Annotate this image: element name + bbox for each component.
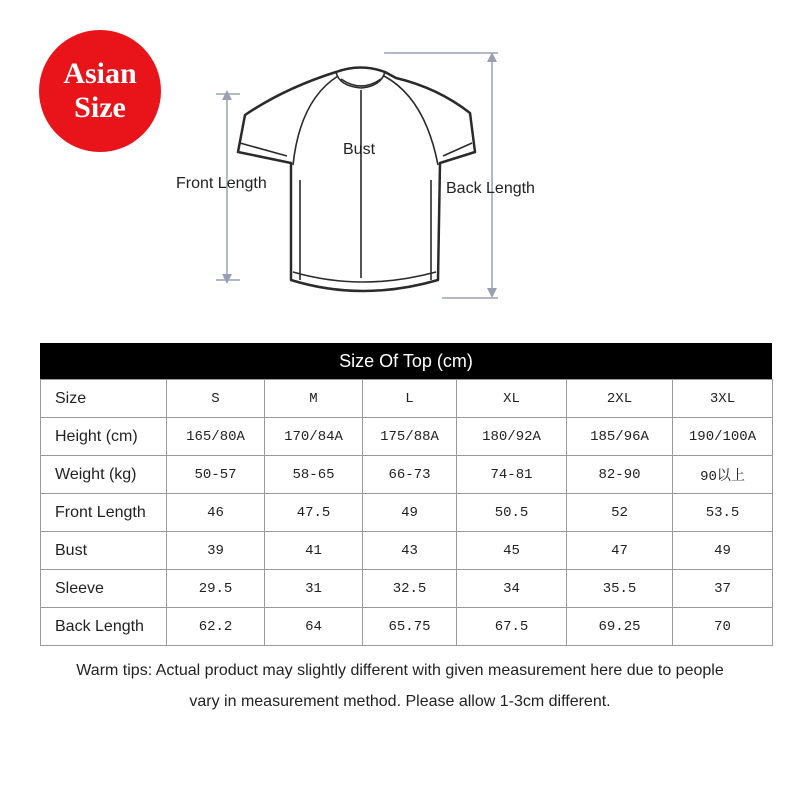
table-cell: S [167,380,265,418]
table-cell: 31 [265,570,363,608]
table-cell: 67.5 [457,608,567,646]
row-header: Back Length [41,608,167,646]
table-cell: 190/100A [673,418,773,456]
row-header: Sleeve [41,570,167,608]
table-cell: 69.25 [567,608,673,646]
row-header: Bust [41,532,167,570]
table-cell: 90以上 [673,456,773,494]
table-cell: 49 [363,494,457,532]
table-cell: 2XL [567,380,673,418]
warm-tips-line-2: vary in measurement method. Please allow 1-3cm different. [189,693,611,710]
row-header: Front Length [41,494,167,532]
row-header: Height (cm) [41,418,167,456]
table-cell: 47 [567,532,673,570]
warm-tips [30,655,770,717]
table-cell: 39 [167,532,265,570]
table-cell: 29.5 [167,570,265,608]
table-cell: 35.5 [567,570,673,608]
table-row [41,608,773,646]
table-cell: 62.2 [167,608,265,646]
table-cell: 47.5 [265,494,363,532]
front-length-label: Front Length [176,175,267,192]
badge-line-2: Size [74,91,126,124]
table-row [41,380,773,418]
table-cell: 65.75 [363,608,457,646]
table-cell: 32.5 [363,570,457,608]
table-cell: 74-81 [457,456,567,494]
table-row [41,418,773,456]
table-row [41,570,773,608]
table-cell: 49 [673,532,773,570]
table-cell: 185/96A [567,418,673,456]
back-length-label: Back Length [446,180,535,197]
table-cell: 43 [363,532,457,570]
table-cell: 66-73 [363,456,457,494]
table-cell: 82-90 [567,456,673,494]
table-cell: 52 [567,494,673,532]
row-header: Size [41,380,167,418]
table-cell: 58-65 [265,456,363,494]
bust-label: Bust [343,141,376,158]
table-cell: 64 [265,608,363,646]
table-row [41,494,773,532]
table-cell: 41 [265,532,363,570]
shirt-diagram [0,0,800,320]
table-cell: 175/88A [363,418,457,456]
table-cell: 50.5 [457,494,567,532]
table-cell: 34 [457,570,567,608]
row-header: Weight (kg) [41,456,167,494]
table-cell: 180/92A [457,418,567,456]
badge-line-1: Asian [63,57,137,90]
size-table [40,379,773,646]
table-cell: 46 [167,494,265,532]
table-cell: L [363,380,457,418]
table-row [41,456,773,494]
table-row [41,532,773,570]
table-cell: XL [457,380,567,418]
table-cell: 3XL [673,380,773,418]
table-cell: 37 [673,570,773,608]
table-title: Size Of Top (cm) [339,350,473,371]
table-cell: M [265,380,363,418]
table-cell: 50-57 [167,456,265,494]
table-cell: 45 [457,532,567,570]
table-title-bar [40,343,772,379]
warm-tips-line-1: Warm tips: Actual product may slightly different with given measurement here due to people [76,662,724,679]
table-cell: 70 [673,608,773,646]
table-cell: 53.5 [673,494,773,532]
table-cell: 165/80A [167,418,265,456]
table-cell: 170/84A [265,418,363,456]
